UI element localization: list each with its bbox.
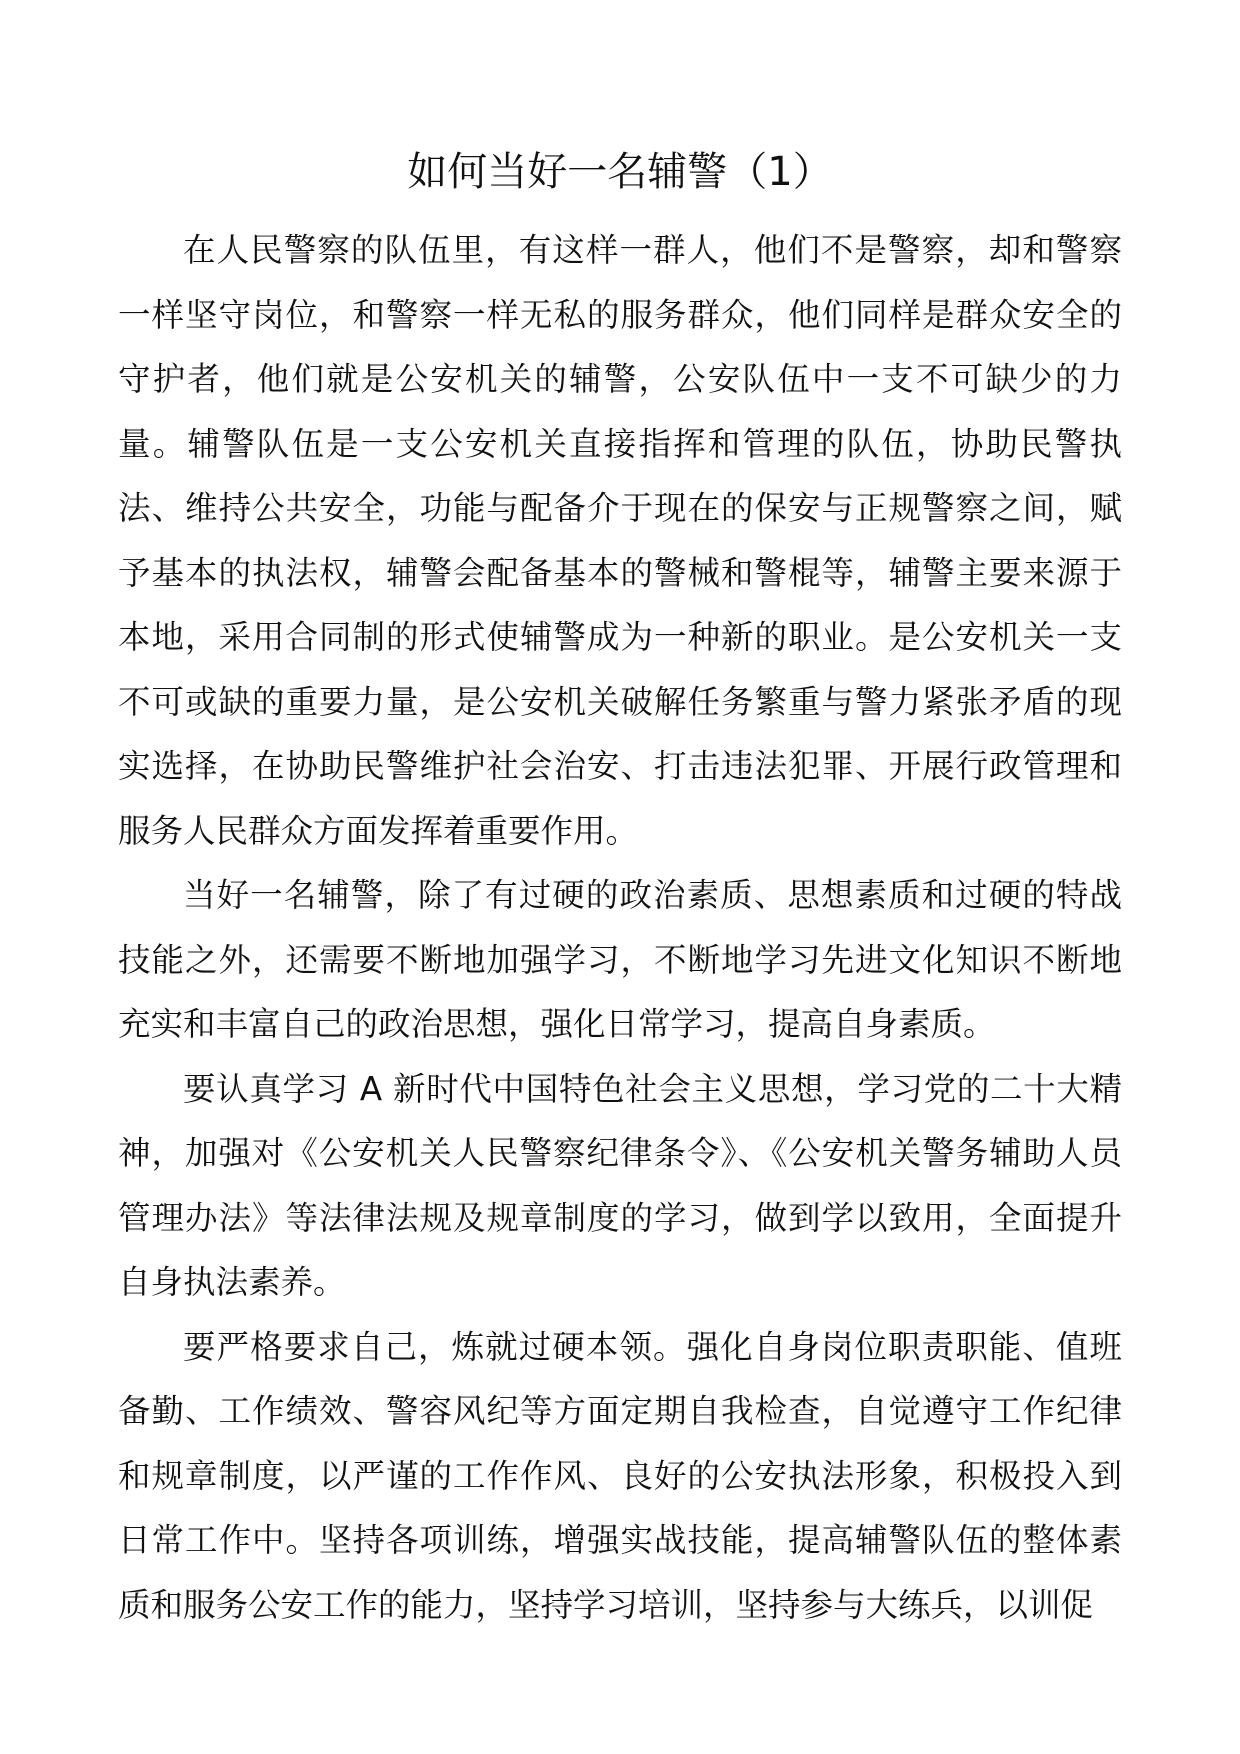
document-title: 如何当好一名辅警（1） [407, 149, 833, 195]
paragraph-3: 要认真学习 A 新时代中国特色社会主义思想，学习党的二十大精神，加强对《公安机关人民警察纪律条令》、《公安机关警务辅助人员管理办法》等法律法规及规章制度的学习，做到学以致用，全面提升自身执法素养。 [118, 1069, 1122, 1301]
paragraph-2: 当好一名辅警，除了有过硬的政治素质、思想素质和过硬的特战技能之外，还需要不断地加强学习，不断地学习先进文化知识不断地充实和丰富自己的政治思想，强化日常学习，提高自身素质。 [118, 876, 1122, 1043]
document-body [118, 218, 1122, 1637]
paragraph-1: 在人民警察的队伍里，有这样一群人，他们不是警察，却和警察一样坚守岗位，和警察一样无私的服务群众，他们同样是群众安全的守护者，他们就是公安机关的辅警，公安队伍中一支不可缺少的力量。辅警队伍是一支公安机关直接指挥和管理的队伍，协助民警执法、维持公共安全，功能与配备介于现在的保安与正规警察之间，赋予基本的执法权，辅警会配备基本的警械和警棍等，辅警主要来源于本地，采用合同制的形式使辅警成为一种新的职业。是公安机关一支不可或缺的重要力量，是公安机关破解任务繁重与警力紧张矛盾的现实选择，在协助民警维护社会治安、打击违法犯罪、开展行政管理和服务人民群众方面发挥着重要作用。 [118, 231, 1122, 850]
paragraph-4: 要严格要求自己，炼就过硬本领。强化自身岗位职责职能、值班备勤、工作绩效、警容风纪等方面定期自我检查，自觉遵守工作纪律和规章制度，以严谨的工作作风、良好的公安执法形象，积极投入到日常工作中。坚持各项训练，增强实战技能，提高辅警队伍的整体素质和服务公安工作的能力，坚持学习培训，坚持参与大练兵，以训促 [118, 1327, 1122, 1624]
